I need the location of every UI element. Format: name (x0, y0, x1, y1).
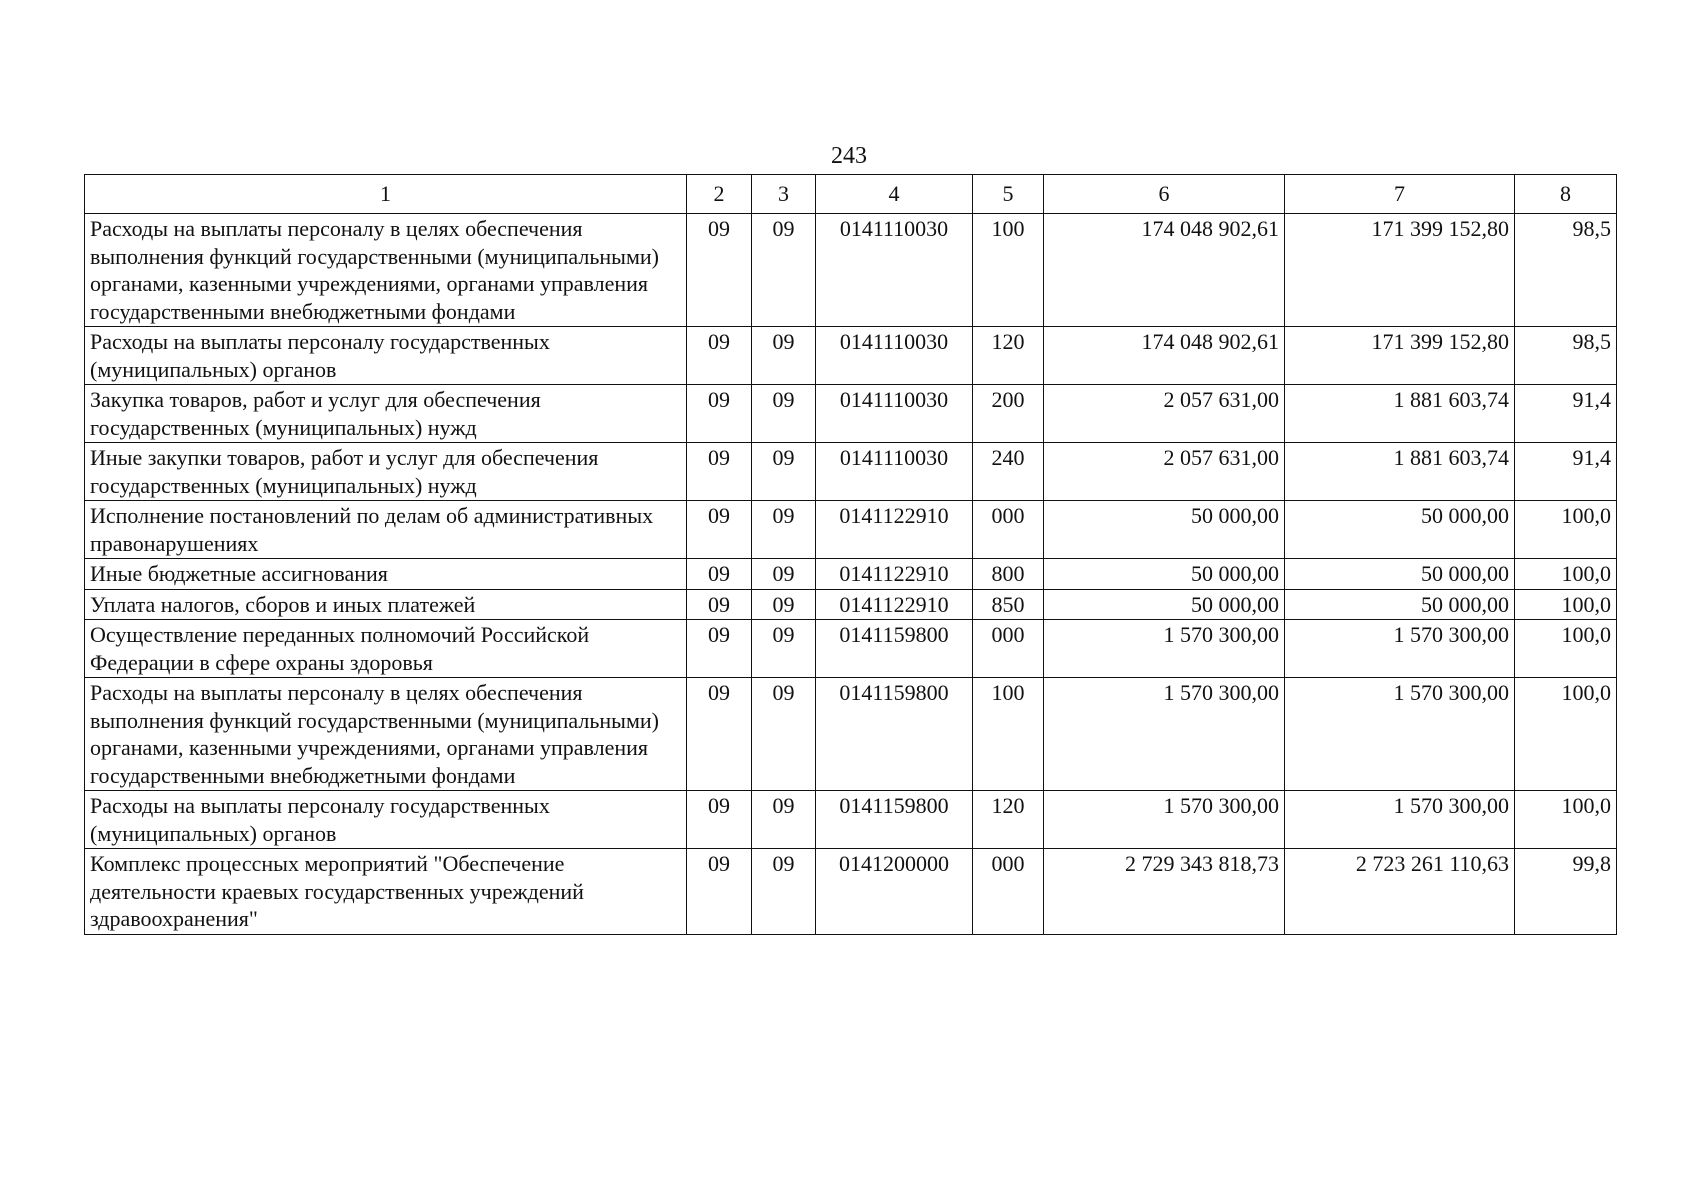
table-row (85, 791, 1617, 849)
row-section: 09 (687, 443, 752, 501)
header-row (85, 175, 1617, 214)
table-row (85, 589, 1617, 620)
row-section: 09 (687, 589, 752, 620)
row-planned: 1 570 300,00 (1044, 620, 1285, 678)
row-name: Расходы на выплаты персоналу в целях обеспечения выполнения функций государственными (муниципальными) органами, казенными учреждениями, органами управления государственными внебюджетными фондами (85, 678, 687, 791)
row-target-code: 0141122910 (816, 501, 973, 559)
row-percent: 100,0 (1515, 791, 1617, 849)
row-percent: 91,4 (1515, 385, 1617, 443)
row-name: Иные бюджетные ассигнования (85, 559, 687, 590)
table-row (85, 443, 1617, 501)
row-target-code: 0141110030 (816, 327, 973, 385)
row-expense-type: 240 (973, 443, 1044, 501)
row-percent: 100,0 (1515, 501, 1617, 559)
row-section: 09 (687, 385, 752, 443)
row-subsection: 09 (752, 385, 816, 443)
row-target-code: 0141110030 (816, 385, 973, 443)
table-row (85, 214, 1617, 327)
column-header: 2 (687, 175, 752, 214)
row-percent: 99,8 (1515, 849, 1617, 935)
column-header: 4 (816, 175, 973, 214)
row-percent: 98,5 (1515, 214, 1617, 327)
row-subsection: 09 (752, 791, 816, 849)
budget-table (84, 174, 1617, 935)
row-percent: 91,4 (1515, 443, 1617, 501)
row-name: Расходы на выплаты персоналу государственных (муниципальных) органов (85, 327, 687, 385)
row-target-code: 0141159800 (816, 678, 973, 791)
row-planned: 1 570 300,00 (1044, 678, 1285, 791)
table-row (85, 849, 1617, 935)
table-row (85, 620, 1617, 678)
row-expense-type: 120 (973, 327, 1044, 385)
row-section: 09 (687, 559, 752, 590)
row-expense-type: 000 (973, 620, 1044, 678)
table-row (85, 678, 1617, 791)
row-section: 09 (687, 791, 752, 849)
row-subsection: 09 (752, 501, 816, 559)
row-planned: 174 048 902,61 (1044, 327, 1285, 385)
row-executed: 1 881 603,74 (1285, 385, 1515, 443)
row-section: 09 (687, 678, 752, 791)
row-planned: 50 000,00 (1044, 589, 1285, 620)
row-percent: 100,0 (1515, 678, 1617, 791)
row-subsection: 09 (752, 849, 816, 935)
row-name: Исполнение постановлений по делам об административных правонарушениях (85, 501, 687, 559)
table-row (85, 327, 1617, 385)
row-expense-type: 200 (973, 385, 1044, 443)
column-header: 6 (1044, 175, 1285, 214)
row-executed: 171 399 152,80 (1285, 214, 1515, 327)
row-planned: 2 057 631,00 (1044, 385, 1285, 443)
row-subsection: 09 (752, 559, 816, 590)
row-executed: 1 570 300,00 (1285, 620, 1515, 678)
column-header: 5 (973, 175, 1044, 214)
row-section: 09 (687, 214, 752, 327)
row-section: 09 (687, 849, 752, 935)
row-subsection: 09 (752, 214, 816, 327)
row-executed: 1 881 603,74 (1285, 443, 1515, 501)
row-expense-type: 850 (973, 589, 1044, 620)
row-name: Иные закупки товаров, работ и услуг для обеспечения государственных (муниципальных) нужд (85, 443, 687, 501)
row-percent: 100,0 (1515, 589, 1617, 620)
row-section: 09 (687, 620, 752, 678)
row-name: Расходы на выплаты персоналу в целях обеспечения выполнения функций государственными (муниципальными) органами, казенными учреждениями, органами управления государственными внебюджетными фондами (85, 214, 687, 327)
row-planned: 1 570 300,00 (1044, 791, 1285, 849)
row-expense-type: 000 (973, 849, 1044, 935)
row-executed: 50 000,00 (1285, 559, 1515, 590)
page-number: 243 (831, 143, 867, 169)
row-expense-type: 000 (973, 501, 1044, 559)
row-subsection: 09 (752, 327, 816, 385)
table-row (85, 501, 1617, 559)
row-subsection: 09 (752, 589, 816, 620)
row-executed: 1 570 300,00 (1285, 678, 1515, 791)
row-executed: 2 723 261 110,63 (1285, 849, 1515, 935)
row-planned: 174 048 902,61 (1044, 214, 1285, 327)
row-executed: 50 000,00 (1285, 589, 1515, 620)
row-section: 09 (687, 327, 752, 385)
row-expense-type: 100 (973, 678, 1044, 791)
row-subsection: 09 (752, 620, 816, 678)
row-planned: 2 057 631,00 (1044, 443, 1285, 501)
row-target-code: 0141110030 (816, 214, 973, 327)
column-header: 7 (1285, 175, 1515, 214)
row-executed: 50 000,00 (1285, 501, 1515, 559)
row-planned: 50 000,00 (1044, 559, 1285, 590)
row-percent: 98,5 (1515, 327, 1617, 385)
table-row (85, 559, 1617, 590)
row-executed: 1 570 300,00 (1285, 791, 1515, 849)
column-header: 8 (1515, 175, 1617, 214)
row-percent: 100,0 (1515, 620, 1617, 678)
row-target-code: 0141159800 (816, 620, 973, 678)
table-row (85, 385, 1617, 443)
row-name: Осуществление переданных полномочий Российской Федерации в сфере охраны здоровья (85, 620, 687, 678)
row-name: Закупка товаров, работ и услуг для обеспечения государственных (муниципальных) нужд (85, 385, 687, 443)
row-name: Комплекс процессных мероприятий "Обеспечение деятельности краевых государственных учреждений здравоохранения" (85, 849, 687, 935)
row-target-code: 0141159800 (816, 791, 973, 849)
row-planned: 2 729 343 818,73 (1044, 849, 1285, 935)
row-name: Расходы на выплаты персоналу государственных (муниципальных) органов (85, 791, 687, 849)
row-planned: 50 000,00 (1044, 501, 1285, 559)
row-section: 09 (687, 501, 752, 559)
row-executed: 171 399 152,80 (1285, 327, 1515, 385)
row-target-code: 0141122910 (816, 589, 973, 620)
row-subsection: 09 (752, 443, 816, 501)
row-name: Уплата налогов, сборов и иных платежей (85, 589, 687, 620)
row-expense-type: 100 (973, 214, 1044, 327)
row-target-code: 0141122910 (816, 559, 973, 590)
row-target-code: 0141200000 (816, 849, 973, 935)
column-header: 1 (85, 175, 687, 214)
row-subsection: 09 (752, 678, 816, 791)
row-expense-type: 120 (973, 791, 1044, 849)
row-percent: 100,0 (1515, 559, 1617, 590)
row-target-code: 0141110030 (816, 443, 973, 501)
column-header: 3 (752, 175, 816, 214)
row-expense-type: 800 (973, 559, 1044, 590)
